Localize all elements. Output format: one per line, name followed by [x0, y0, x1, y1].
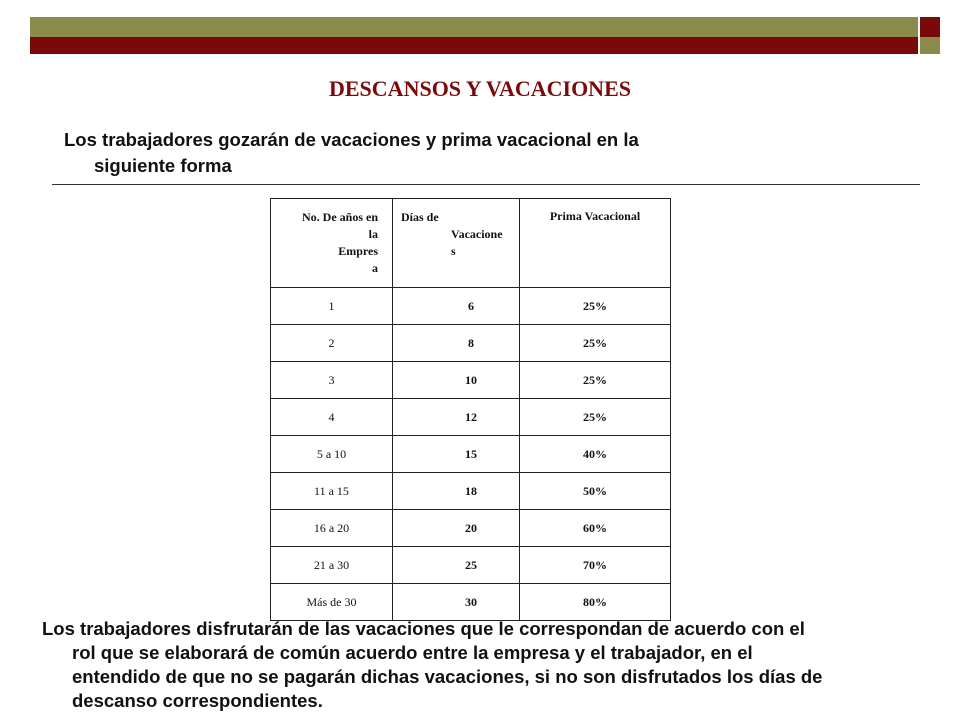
cell-days: 8: [393, 325, 520, 362]
table-row: [271, 473, 671, 510]
cell-years: Más de 30: [271, 584, 393, 621]
cell-premium: 40%: [520, 436, 671, 473]
cell-years: 5 a 10: [271, 436, 393, 473]
header-years-line-2: la: [368, 227, 378, 241]
table-row: [271, 399, 671, 436]
footer-line-3: entendido de que no se pagarán dichas vacaciones, si no son disfrutados los días de: [72, 666, 823, 687]
intro-line-1: Los trabajadores gozarán de vacaciones y prima vacacional en la: [64, 129, 639, 150]
cell-days: 25: [393, 547, 520, 584]
footer-text: [42, 617, 942, 713]
header-years-line-1: No. De años en: [301, 210, 378, 224]
cell-years: 2: [271, 325, 393, 362]
cell-days: 20: [393, 510, 520, 547]
cell-days: 6: [393, 288, 520, 325]
footer-line-4: descanso correspondientes.: [72, 690, 323, 711]
corner-olive-square: [920, 37, 940, 54]
table-row: [271, 584, 671, 621]
slide-title: DESCANSOS Y VACACIONES: [329, 76, 631, 101]
top-olive-bar: [30, 17, 918, 37]
footer-line-1: Los trabajadores disfrutarán de las vacaciones que le correspondan de acuerdo con el: [42, 618, 805, 639]
table-row: [271, 510, 671, 547]
cell-years: 1: [271, 288, 393, 325]
cell-premium: 25%: [520, 325, 671, 362]
cell-days: 15: [393, 436, 520, 473]
cell-premium: 60%: [520, 510, 671, 547]
cell-days: 10: [393, 362, 520, 399]
cell-years: 16 a 20: [271, 510, 393, 547]
cell-premium: 25%: [520, 362, 671, 399]
cell-years: 4: [271, 399, 393, 436]
cell-days: 18: [393, 473, 520, 510]
header-premium: [520, 199, 671, 288]
table-row: [271, 288, 671, 325]
header-days-line-1: Días de: [401, 210, 439, 224]
cell-premium: 80%: [520, 584, 671, 621]
intro-line-2: siguiente forma: [94, 155, 232, 176]
vacation-table: [270, 198, 671, 621]
cell-premium: 70%: [520, 547, 671, 584]
cell-premium: 25%: [520, 399, 671, 436]
cell-years: 11 a 15: [271, 473, 393, 510]
header-days-line-3: s: [451, 244, 456, 258]
corner-red-square: [920, 17, 940, 37]
divider-line: [52, 184, 920, 185]
header-years-line-3: Empres: [338, 244, 378, 258]
intro-text: [64, 127, 844, 179]
header-premium-label: Prima Vacacional: [549, 209, 641, 223]
table-header-row: [271, 199, 671, 288]
header-days: [393, 199, 520, 288]
header-days-line-2: Vacacione: [451, 227, 503, 241]
top-red-bar: [30, 37, 918, 54]
table-row: [271, 547, 671, 584]
footer-line-2: rol que se elaborará de común acuerdo entre la empresa y el trabajador, en el: [72, 642, 753, 663]
cell-years: 21 a 30: [271, 547, 393, 584]
cell-premium: 50%: [520, 473, 671, 510]
header-years-line-4: a: [372, 261, 378, 275]
table-row: [271, 325, 671, 362]
table-row: [271, 362, 671, 399]
cell-premium: 25%: [520, 288, 671, 325]
cell-days: 12: [393, 399, 520, 436]
header-years: [271, 199, 393, 288]
cell-years: 3: [271, 362, 393, 399]
cell-days: 30: [393, 584, 520, 621]
table-row: [271, 436, 671, 473]
